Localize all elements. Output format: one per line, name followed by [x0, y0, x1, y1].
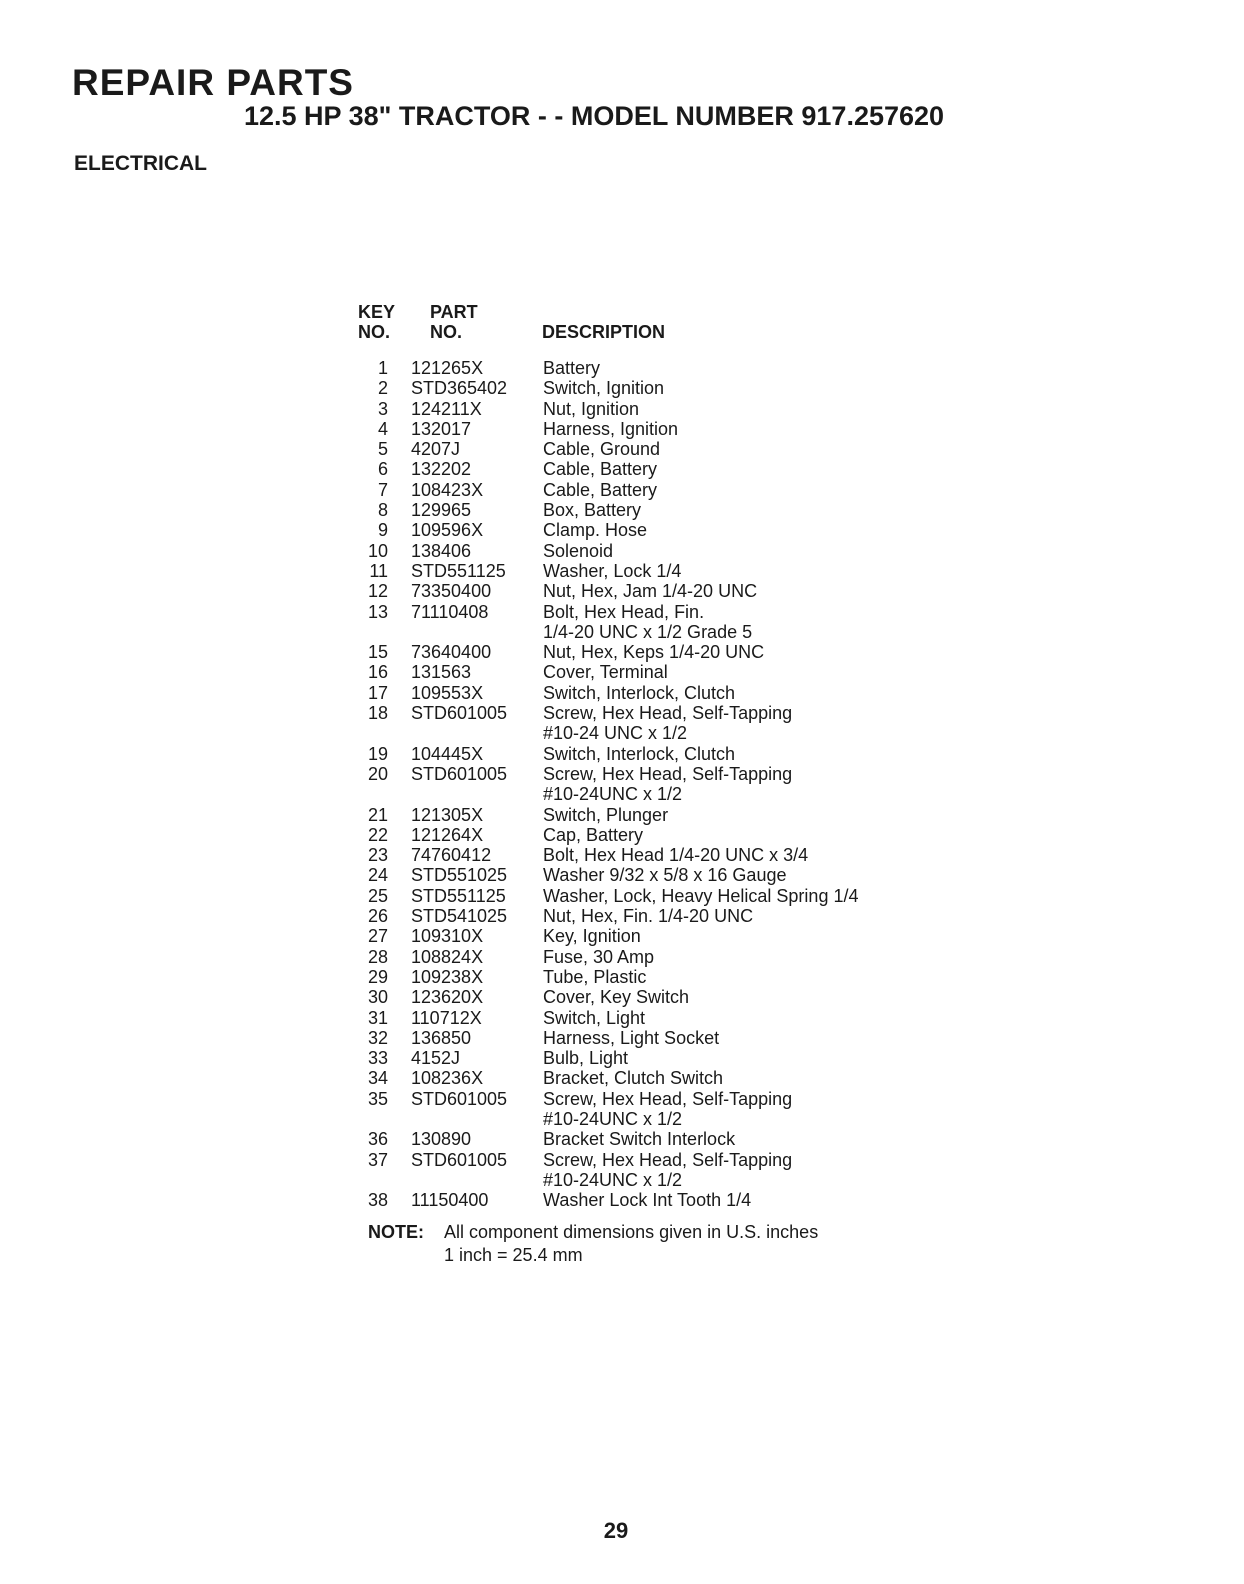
- part-description: [543, 1048, 628, 1068]
- description-line1: Screw, Hex Head, Self-Tapping: [543, 763, 793, 784]
- description-line1: Bracket, Clutch Switch: [543, 1068, 724, 1089]
- part-description: [543, 926, 641, 946]
- part-description: [543, 1150, 792, 1191]
- key-number: 29: [367, 966, 388, 987]
- description-line2: #10-24UNC x 1/2: [543, 1108, 683, 1129]
- part-description: [543, 1190, 751, 1210]
- part-description: [543, 581, 757, 601]
- part-number: 4207J: [411, 439, 461, 460]
- key-number: 27: [367, 926, 388, 947]
- description-line1: Nut, Ignition: [543, 398, 640, 419]
- description-line1: Bulb, Light: [543, 1048, 629, 1069]
- part-number: 132017: [411, 418, 472, 439]
- key-number: 12: [367, 581, 388, 602]
- part-description: [543, 1089, 792, 1130]
- part-number: STD551125: [411, 560, 506, 581]
- part-description: [543, 1008, 645, 1028]
- part-description: [543, 1129, 735, 1149]
- part-description: [543, 500, 641, 520]
- part-number: STD551025: [411, 865, 508, 886]
- part-number: 109238X: [411, 966, 484, 987]
- part-description: [543, 967, 646, 987]
- description-line1: Battery: [543, 358, 601, 378]
- part-description: [543, 439, 660, 459]
- part-number: 71110408: [411, 601, 489, 622]
- part-description: [543, 419, 678, 439]
- part-description: [543, 683, 735, 703]
- part-header-line1: PART: [430, 302, 478, 322]
- part-description: [543, 1068, 723, 1088]
- part-number: 73640400: [411, 642, 492, 663]
- description-line1: Harness, Light Socket: [543, 1027, 720, 1048]
- note-label: NOTE:: [368, 1222, 424, 1242]
- part-description: [543, 764, 792, 805]
- description-line1: Washer 9/32 x 5/8 x 16 Gauge: [543, 865, 787, 886]
- part-description: [543, 358, 600, 378]
- description-line1: Cover, Key Switch: [543, 987, 690, 1008]
- description-line2: #10-24 UNC x 1/2: [543, 723, 688, 744]
- key-header-line1: KEY: [358, 302, 396, 322]
- description-line1: Nut, Hex, Jam 1/4-20 UNC: [543, 581, 758, 602]
- part-number: 108423X: [411, 479, 484, 500]
- key-number: 19: [367, 743, 388, 764]
- part-description: [543, 845, 808, 865]
- key-number: 18: [367, 703, 388, 724]
- description-line1: Solenoid: [543, 540, 614, 561]
- part-description: [543, 947, 654, 967]
- note-line2: 1 inch = 25.4 mm: [444, 1245, 583, 1265]
- part-number: 4152J: [411, 1048, 461, 1069]
- description-line1: Cap, Battery: [543, 824, 644, 845]
- key-number: 5: [377, 439, 388, 460]
- part-description: [543, 602, 752, 643]
- part-number: STD601005: [411, 703, 508, 724]
- part-number: 123620X: [411, 987, 484, 1008]
- part-number: 104445X: [411, 743, 484, 764]
- key-number: 25: [367, 885, 388, 906]
- key-number: 26: [367, 906, 388, 927]
- key-number: 6: [377, 459, 388, 480]
- part-number: 108824X: [411, 946, 484, 967]
- key-number: 24: [367, 865, 388, 886]
- key-number: 30: [367, 987, 388, 1008]
- description-line1: Bolt, Hex Head 1/4-20 UNC x 3/4: [543, 845, 809, 866]
- description-line1: Cover, Terminal: [543, 662, 668, 683]
- description-line1: Washer, Lock 1/4: [543, 560, 682, 581]
- key-number: 3: [377, 398, 388, 419]
- note-line1: All component dimensions given in U.S. inches: [444, 1222, 819, 1242]
- description-line1: Switch, Light: [543, 1007, 646, 1028]
- description-line1: Screw, Hex Head, Self-Tapping: [543, 1149, 793, 1170]
- part-header-line2: NO.: [430, 322, 463, 342]
- description-line1: Fuse, 30 Amp: [543, 946, 655, 967]
- description-line2: 1/4-20 UNC x 1/2 Grade 5: [543, 621, 753, 642]
- part-description: [543, 378, 664, 398]
- part-number: 74760412: [411, 845, 492, 866]
- description-line2: #10-24UNC x 1/2: [543, 1169, 683, 1190]
- key-number: 34: [367, 1068, 388, 1089]
- description-line1: Cable, Ground: [543, 439, 661, 460]
- key-number: 28: [367, 946, 388, 967]
- page-number: 29: [603, 1518, 629, 1543]
- key-number: 7: [377, 479, 388, 500]
- key-number: 4: [377, 418, 388, 439]
- part-number: 73350400: [411, 581, 492, 602]
- part-number: 109553X: [411, 682, 484, 703]
- key-number: 22: [367, 824, 388, 845]
- part-number: 130890: [411, 1129, 472, 1150]
- key-number: 35: [367, 1088, 388, 1109]
- part-number: 129965: [411, 500, 472, 521]
- description-line1: Nut, Hex, Keps 1/4-20 UNC: [543, 642, 765, 663]
- key-number: 36: [367, 1129, 388, 1150]
- part-description: [543, 865, 786, 885]
- part-number: 108236X: [411, 1068, 484, 1089]
- part-number: STD551125: [411, 885, 506, 906]
- description-line1: Tube, Plastic: [543, 966, 647, 987]
- description-line1: Screw, Hex Head, Self-Tapping: [543, 1088, 793, 1109]
- description-line1: Switch, Interlock, Clutch: [543, 682, 736, 703]
- description-line1: Bolt, Hex Head, Fin.: [543, 601, 705, 622]
- part-number: 110712X: [411, 1007, 482, 1028]
- part-number: 121264X: [411, 824, 484, 845]
- key-number: 8: [377, 500, 388, 521]
- description-line1: Switch, Plunger: [543, 804, 669, 825]
- key-header-line2: NO.: [358, 322, 391, 342]
- part-number: 109596X: [411, 520, 484, 541]
- part-number: 136850: [411, 1027, 472, 1048]
- part-number: 121265X: [411, 358, 484, 378]
- description-line1: Key, Ignition: [543, 926, 641, 947]
- part-number: 131563: [411, 662, 472, 683]
- description-line1: Clamp. Hose: [543, 520, 648, 541]
- part-number: 109310X: [411, 926, 484, 947]
- part-number: 124211X: [411, 398, 482, 419]
- description-line1: Cable, Battery: [543, 479, 658, 500]
- part-description: [543, 399, 639, 419]
- key-number: 17: [367, 682, 388, 703]
- part-number: 132202: [411, 459, 472, 480]
- part-number: 11150400: [411, 1190, 489, 1211]
- part-number: STD601005: [411, 1149, 508, 1170]
- key-number: 1: [377, 358, 388, 378]
- key-number: 20: [367, 763, 388, 784]
- description-header: DESCRIPTION: [542, 322, 666, 342]
- description-line1: Washer, Lock, Heavy Helical Spring 1/4: [543, 885, 859, 906]
- part-number: 121305X: [411, 804, 484, 825]
- part-description: [543, 662, 668, 682]
- model-subtitle: 12.5 HP 38" TRACTOR - - MODEL NUMBER 917.257620: [244, 101, 945, 131]
- part-description: [543, 744, 735, 764]
- section-heading: ELECTRICAL: [74, 152, 207, 175]
- key-number: 16: [367, 662, 388, 683]
- key-number: 11: [369, 560, 388, 581]
- key-number: 32: [367, 1027, 388, 1048]
- part-number: STD601005: [411, 763, 508, 784]
- page-title: REPAIR PARTS: [72, 62, 354, 103]
- part-description: [543, 987, 689, 1007]
- part-number: STD541025: [411, 906, 508, 927]
- description-line1: Switch, Ignition: [543, 378, 665, 399]
- part-description: [543, 906, 753, 926]
- part-number: STD365402: [411, 378, 508, 399]
- part-description: [543, 459, 657, 479]
- description-line1: Harness, Ignition: [543, 418, 679, 439]
- description-line1: Cable, Battery: [543, 459, 658, 480]
- key-number: 2: [377, 378, 388, 399]
- key-number: 31: [367, 1007, 388, 1028]
- part-description: [543, 1028, 719, 1048]
- part-number: STD601005: [411, 1088, 508, 1109]
- part-description: [543, 541, 613, 561]
- description-line1: Box, Battery: [543, 500, 642, 521]
- part-description: [543, 825, 643, 845]
- part-description: [543, 561, 681, 581]
- description-line1: Screw, Hex Head, Self-Tapping: [543, 703, 793, 724]
- key-number: 9: [377, 520, 388, 541]
- description-line1: Bracket Switch Interlock: [543, 1129, 736, 1150]
- key-number: 13: [367, 601, 388, 622]
- key-number: 37: [367, 1149, 388, 1170]
- part-description: [543, 480, 657, 500]
- description-line1: Switch, Interlock, Clutch: [543, 743, 736, 764]
- key-number: 33: [367, 1048, 388, 1069]
- description-line2: #10-24UNC x 1/2: [543, 784, 683, 805]
- key-number: 10: [367, 540, 388, 561]
- part-description: [543, 703, 792, 744]
- key-number: 38: [367, 1190, 388, 1211]
- description-line1: Washer Lock Int Tooth 1/4: [543, 1190, 752, 1211]
- part-description: [543, 520, 647, 540]
- key-number: 23: [367, 845, 388, 866]
- part-description: [543, 642, 764, 662]
- key-number: 15: [367, 642, 388, 663]
- key-number: 21: [367, 804, 388, 825]
- part-number: 138406: [411, 540, 472, 561]
- part-description: [543, 805, 668, 825]
- description-line1: Nut, Hex, Fin. 1/4-20 UNC: [543, 906, 754, 927]
- part-description: [543, 886, 858, 906]
